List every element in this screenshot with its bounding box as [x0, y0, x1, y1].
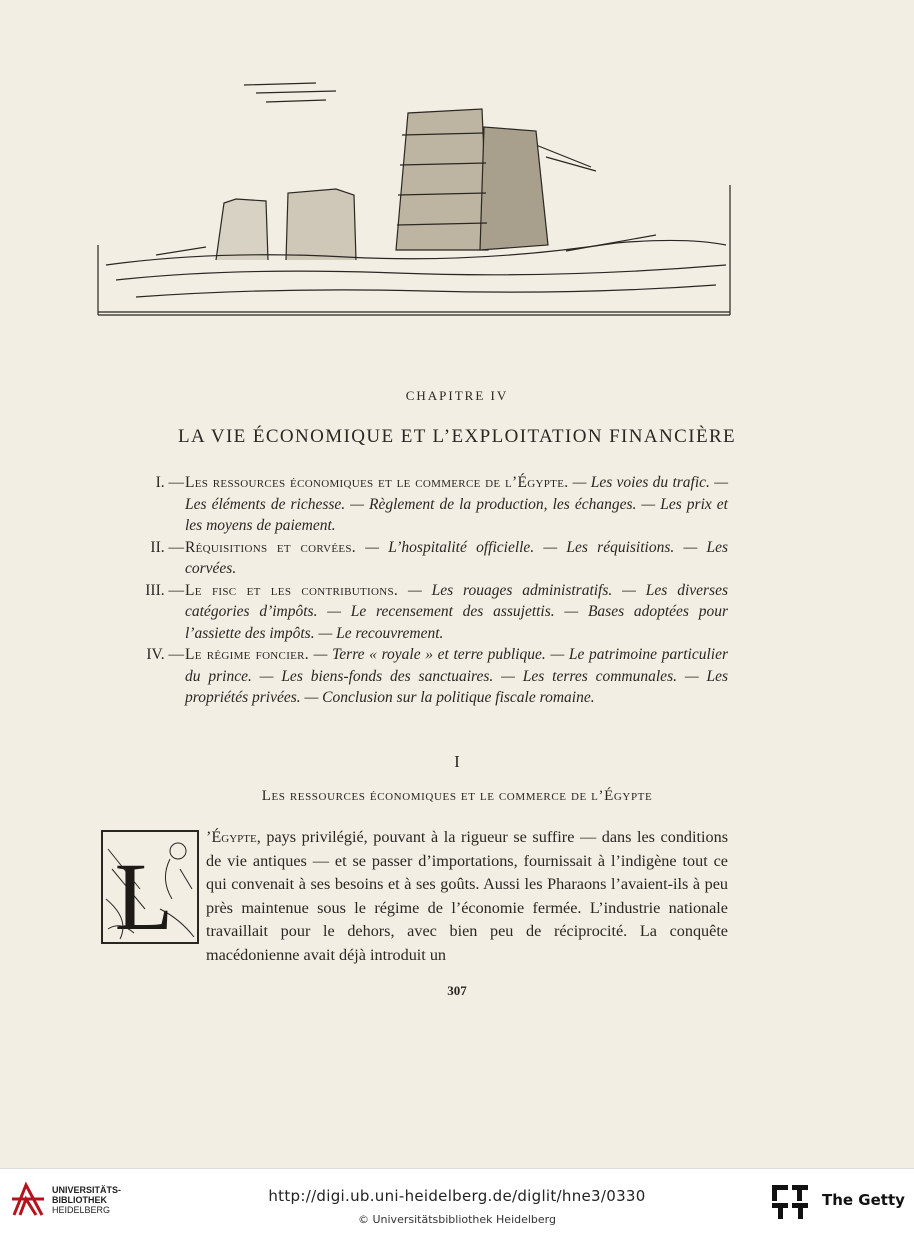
chapter-label: CHAPITRE IV [405, 388, 509, 403]
dropcap-illustration [100, 829, 200, 947]
summary-heading: Réquisitions et corvées. [185, 538, 356, 556]
copyright-notice: © Universitätsbibliothek Heidelberg [357, 1213, 556, 1226]
chapter-summary [100, 472, 728, 709]
section-title: Les ressources économiques et le commerce de l’Égypte [261, 788, 653, 804]
viewer-footer [0, 1168, 914, 1237]
summary-entry [100, 644, 728, 709]
chapter-title: LA VIE ÉCONOMIQUE ET L’EXPLOITATION FINANCIÈRE [177, 426, 737, 447]
section-number: I [454, 752, 460, 771]
permalink-url[interactable]: http://digi.ub.uni-heidelberg.de/diglit/hne3/0330 [268, 1187, 646, 1205]
body-paragraph [100, 826, 728, 968]
summary-details: — Terre « royale » et terre publique. — Le patrimoine particulier du prince. — Les biens-fonds des sanctuaires. — Les terres communales. — Les propriétés privées. — Conclusion sur la politique fiscale romaine. [185, 646, 729, 706]
summary-number: II. — [150, 538, 184, 556]
summary-heading: Le fisc et les contributions. [185, 581, 399, 599]
getty-name: The Getty [822, 1191, 905, 1209]
summary-heading: Le régime foncier. [185, 646, 309, 663]
dropcap-letter: L [114, 843, 174, 947]
body-lead-word: ’Égypte, [206, 828, 261, 846]
page-number: 307 [447, 983, 467, 998]
summary-entry [100, 537, 728, 580]
summary-details: — Les rouages administratifs. — Les diverses catégories d’impôts. — Le recensement des assujettis. — Bases adoptées pour l’assiette des impôts. — Le recouvrement. [185, 581, 728, 642]
summary-number: IV. — [146, 646, 184, 663]
summary-details: — L’hospitalité officielle. — Les réquisitions. — Les corvées. [185, 538, 728, 577]
library-name-line: HEIDELBERG [52, 1205, 111, 1215]
getty-logo [770, 1183, 810, 1221]
temple-illustration [96, 75, 732, 320]
library-name-line: UNIVERSITÄTS- [52, 1185, 122, 1195]
library-name-line: BIBLIOTHEK [52, 1195, 107, 1205]
body-text: pays privilégié, pouvant à la rigueur se suffire — dans les conditions de vie antiques — et se passer d’importations, fournissait à l’indigène tout ce qui convenait à ses besoins et à ses goûts. Aussi les Pharaons l’avaient-ils à peu près maintenue sous le régime de l’économie fermée. L’industrie nationale travaillait pour le dehors, avec bien peu de réciprocité. La conquête macédonienne avait déjà introduit un [206, 828, 728, 964]
summary-details: — Les voies du trafic. — Les éléments de richesse. — Règlement de la production, les échanges. — Les prix et les moyens de paiement. [185, 474, 728, 534]
summary-heading: Les ressources économiques et le commerce de l’Égypte. [185, 474, 569, 491]
summary-entry [100, 472, 728, 537]
summary-number: I. — [155, 474, 184, 491]
summary-entry [100, 580, 728, 645]
summary-number: III. — [145, 581, 184, 599]
